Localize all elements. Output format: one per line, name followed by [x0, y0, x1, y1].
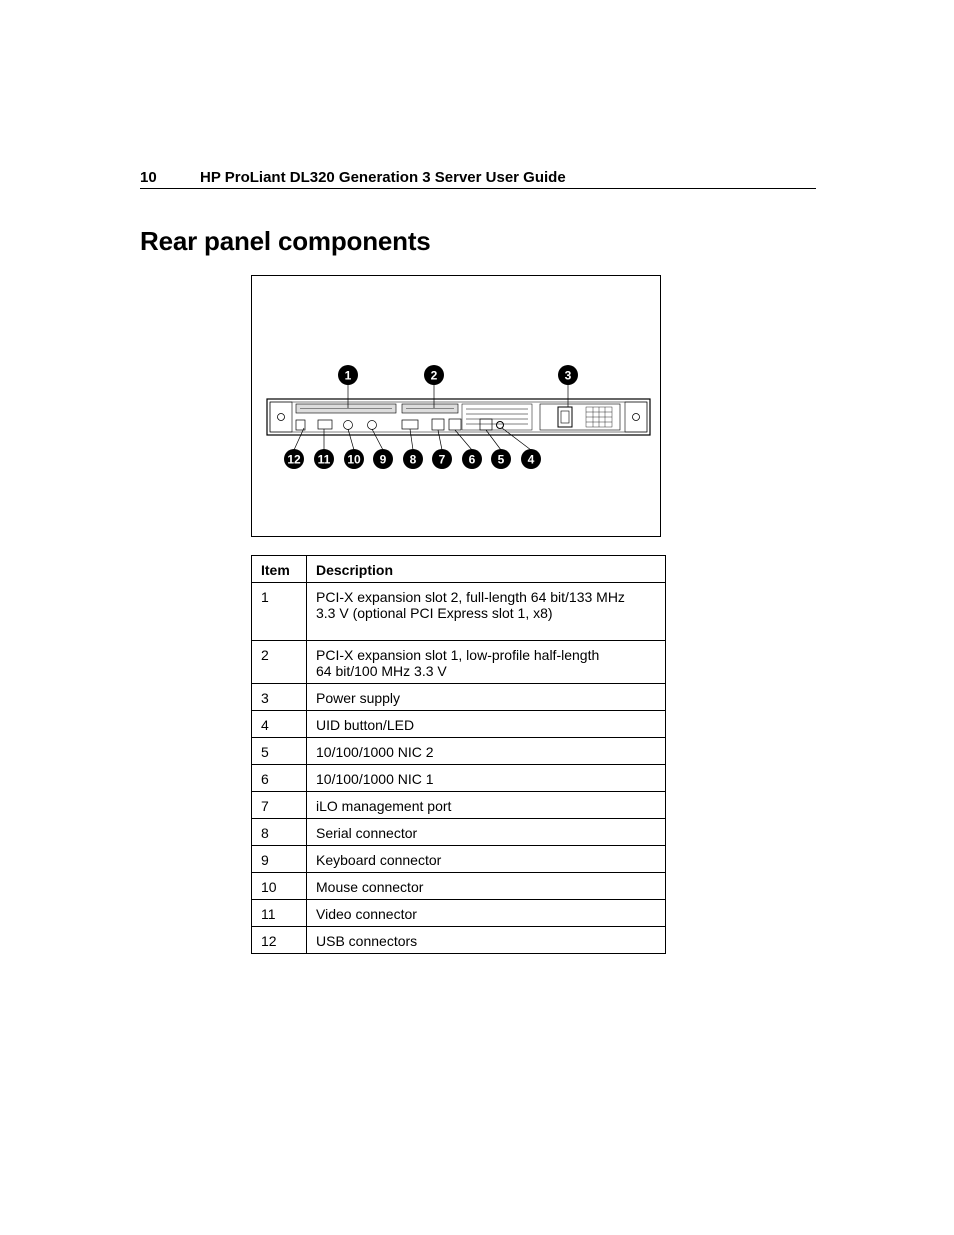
- callout-11: [314, 449, 334, 469]
- table-row: [252, 641, 666, 684]
- svg-text:5: 5: [497, 452, 505, 467]
- callouts-top: [338, 365, 578, 385]
- item-cell: 7: [252, 792, 307, 819]
- table-row: [252, 684, 666, 711]
- item-cell: 4: [252, 711, 307, 738]
- callout-4: [521, 449, 541, 469]
- table-row: [252, 846, 666, 873]
- rear-panel-figure: [251, 275, 661, 537]
- description-cell: UID button/LED: [307, 711, 666, 738]
- description-cell: iLO management port: [307, 792, 666, 819]
- running-header: [140, 168, 816, 189]
- components-table: [251, 555, 666, 954]
- item-cell: 9: [252, 846, 307, 873]
- item-cell: 11: [252, 900, 307, 927]
- table-header-row: [252, 556, 666, 583]
- item-cell: 6: [252, 765, 307, 792]
- callout-2: [424, 365, 444, 385]
- callout-3: [558, 365, 578, 385]
- svg-text:6: 6: [468, 452, 476, 467]
- callouts-bottom: [284, 449, 541, 469]
- description-cell: Power supply: [307, 684, 666, 711]
- svg-text:4: 4: [527, 452, 535, 467]
- svg-text:9: 9: [379, 452, 387, 467]
- svg-text:12: 12: [287, 452, 301, 467]
- callout-5: [491, 449, 511, 469]
- header-description: Description: [307, 556, 666, 583]
- callout-1: [338, 365, 358, 385]
- svg-text:10: 10: [347, 452, 361, 467]
- svg-text:1: 1: [344, 368, 352, 383]
- callout-8: [403, 449, 423, 469]
- svg-text:11: 11: [317, 452, 331, 467]
- item-cell: 3: [252, 684, 307, 711]
- description-cell: Video connector: [307, 900, 666, 927]
- callout-7: [432, 449, 452, 469]
- item-cell: 8: [252, 819, 307, 846]
- callout-10: [344, 449, 364, 469]
- item-cell: 5: [252, 738, 307, 765]
- description-cell: PCI-X expansion slot 2, full-length 64 bit/133 MHz 3.3 V (optional PCI Express slot 1, x8): [307, 583, 666, 641]
- description-cell: 10/100/1000 NIC 1: [307, 765, 666, 792]
- page-number: 10: [140, 169, 157, 186]
- item-cell: 1: [252, 583, 307, 641]
- table-row: [252, 738, 666, 765]
- svg-text:3: 3: [564, 368, 572, 383]
- callout-12: [284, 449, 304, 469]
- table-row: [252, 927, 666, 954]
- callout-6: [462, 449, 482, 469]
- table-row: [252, 792, 666, 819]
- item-cell: 10: [252, 873, 307, 900]
- description-cell: PCI-X expansion slot 1, low-profile half-length 64 bit/100 MHz 3.3 V: [307, 641, 666, 684]
- table-row: [252, 900, 666, 927]
- table-row: [252, 873, 666, 900]
- table-row: [252, 765, 666, 792]
- callout-9: [373, 449, 393, 469]
- item-cell: 12: [252, 927, 307, 954]
- guide-title: HP ProLiant DL320 Generation 3 Server User Guide: [200, 169, 566, 186]
- svg-text:8: 8: [409, 452, 417, 467]
- header-item: Item: [252, 556, 307, 583]
- description-cell: Keyboard connector: [307, 846, 666, 873]
- item-cell: 2: [252, 641, 307, 684]
- description-cell: Mouse connector: [307, 873, 666, 900]
- table-row: [252, 711, 666, 738]
- table-row: [252, 583, 666, 641]
- svg-text:2: 2: [430, 368, 438, 383]
- description-cell: 10/100/1000 NIC 2: [307, 738, 666, 765]
- description-cell: Serial connector: [307, 819, 666, 846]
- description-cell: USB connectors: [307, 927, 666, 954]
- server-rear-panel-illustration: [252, 276, 662, 538]
- table-row: [252, 819, 666, 846]
- section-title: Rear panel components: [140, 226, 431, 256]
- svg-text:7: 7: [438, 452, 446, 467]
